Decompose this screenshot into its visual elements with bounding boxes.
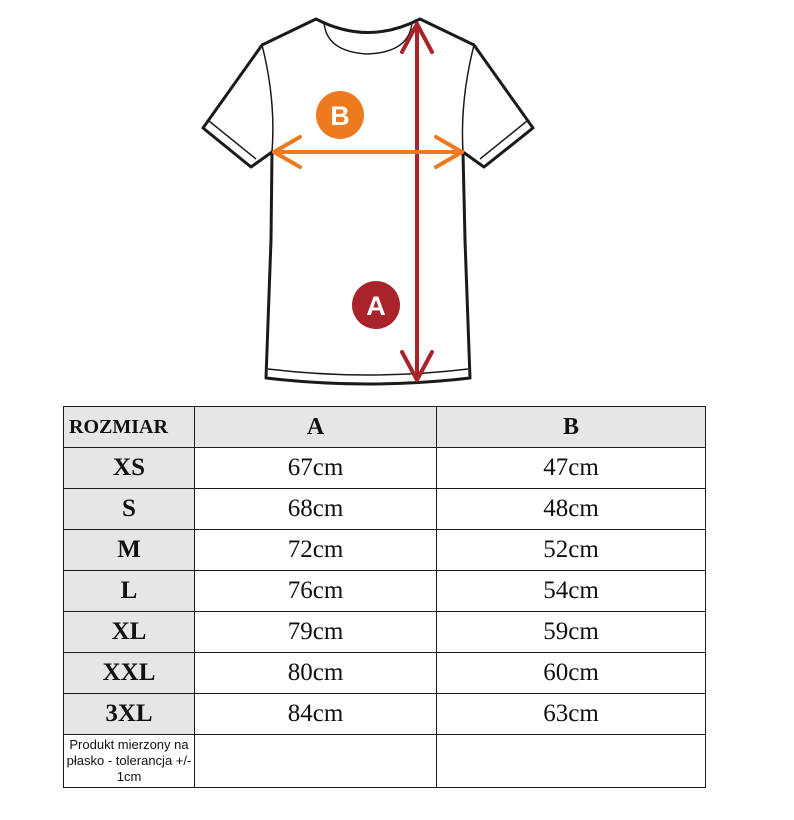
table-note-row bbox=[64, 735, 706, 788]
badge-b bbox=[316, 91, 364, 139]
value-a-cell: 76cm bbox=[195, 571, 437, 612]
value-b-cell: 63cm bbox=[437, 694, 706, 735]
tshirt-measurement-diagram bbox=[0, 0, 794, 400]
badge-b-label: B bbox=[330, 101, 350, 131]
size-cell: XS bbox=[64, 448, 195, 489]
header-b: B bbox=[437, 407, 706, 448]
table-row bbox=[64, 612, 706, 653]
size-cell: XL bbox=[64, 612, 195, 653]
empty-cell bbox=[437, 735, 706, 788]
measurement-note: Produkt mierzony na płasko - tolerancja +/- 1cm bbox=[64, 735, 195, 788]
table-row bbox=[64, 448, 706, 489]
size-cell: XXL bbox=[64, 653, 195, 694]
table-row bbox=[64, 694, 706, 735]
table-header-row bbox=[64, 407, 706, 448]
table-row bbox=[64, 653, 706, 694]
value-a-cell: 84cm bbox=[195, 694, 437, 735]
size-cell: L bbox=[64, 571, 195, 612]
badge-a bbox=[352, 281, 400, 329]
size-chart-table bbox=[63, 406, 706, 788]
empty-cell bbox=[195, 735, 437, 788]
value-b-cell: 48cm bbox=[437, 489, 706, 530]
table-row bbox=[64, 530, 706, 571]
value-a-cell: 72cm bbox=[195, 530, 437, 571]
header-a: A bbox=[195, 407, 437, 448]
size-cell: S bbox=[64, 489, 195, 530]
value-a-cell: 80cm bbox=[195, 653, 437, 694]
value-b-cell: 47cm bbox=[437, 448, 706, 489]
table-row bbox=[64, 571, 706, 612]
value-b-cell: 54cm bbox=[437, 571, 706, 612]
value-b-cell: 52cm bbox=[437, 530, 706, 571]
value-b-cell: 60cm bbox=[437, 653, 706, 694]
size-cell: 3XL bbox=[64, 694, 195, 735]
tshirt-outline bbox=[203, 19, 533, 384]
value-b-cell: 59cm bbox=[437, 612, 706, 653]
header-size: ROZMIAR bbox=[64, 407, 195, 448]
table-row bbox=[64, 489, 706, 530]
value-a-cell: 68cm bbox=[195, 489, 437, 530]
badge-a-label: A bbox=[366, 291, 386, 321]
size-cell: M bbox=[64, 530, 195, 571]
value-a-cell: 67cm bbox=[195, 448, 437, 489]
value-a-cell: 79cm bbox=[195, 612, 437, 653]
